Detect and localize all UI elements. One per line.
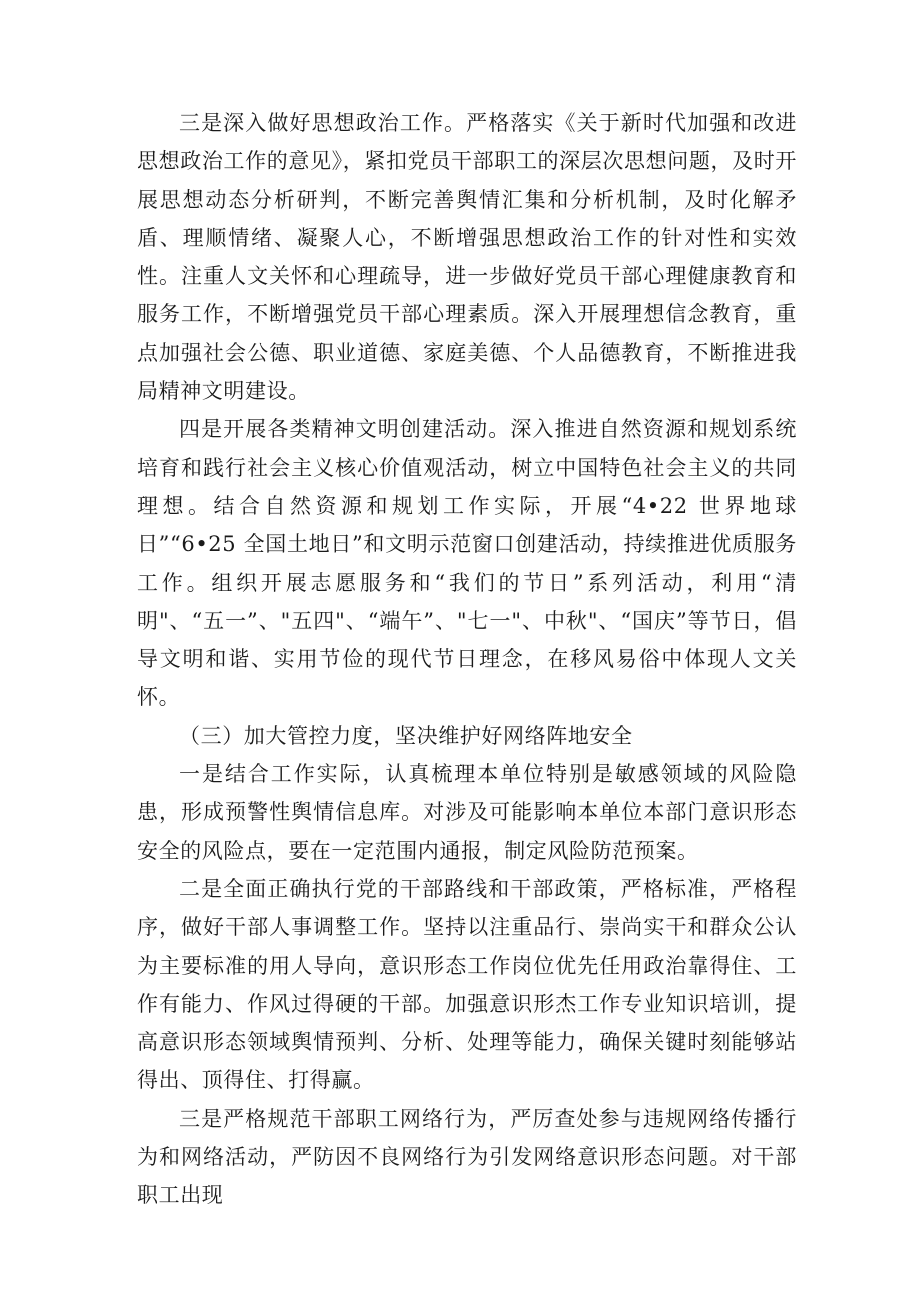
paragraph-cadre-policy: 二是全面正确执行党的干部路线和干部政策，严格标准，严格程序，做好干部人事调整工作。坚持以注重品行、崇尚实干和群众公认为主要标准的用人导向，意识形态工作岗位优先任用政治靠得住、工作有能力、作风过得硬的干部。加强意识形杰工作专业知识培训，提高意识形态领域舆情预判、分析、处理等能力，确保关键时刻能够站得出、顶得住、打得赢。 — [137, 876, 797, 1093]
paragraph-ideological-work: 三是深入做好思想政治工作。严格落实《关于新时代加强和改进思想政治工作的意见》，紧扣党员干部职工的深层次思想问题，及时开展思想动态分析研判，不断完善舆情汇集和分析机制，及时化解矛盾、理顺情绪、凝聚人心，不断增强思想政治工作的针对性和实效性。注重人文关怀和心理疏导，进一步做好党员干部心理健康教育和服务工作，不断增强党员干部心理素质。深入开展理想信念教育，重点加强社会公德、职业道德、家庭美德、个人品德教育，不断推进我局精神文明建设。 — [137, 111, 797, 404]
section-heading-network-security: （三）加大管控力度，坚决维护好网络阵地安全 — [179, 723, 633, 748]
document-body — [137, 104, 797, 1215]
paragraph-network-behavior: 三是严格规范干部职工网络行为，严厉查处参与违规网络传播行为和网络活动，严防因不良网络行为引发网络意识形态问题。对干部职工出现 — [137, 1106, 797, 1208]
paragraph-civilization-activities: 四是开展各类精神文明创建活动。深入推进自然资源和规划系统培育和践行社会主义核心价值观活动，树立中国特色社会主义的共同理想。结合自然资源和规划工作实际，开展“4•22 世界地球日”“6•25 全国土地日”和文明示范窗口创建活动，持续推进优质服务工作。组织开展志愿服务和“我们的节日”系列活动，利用“清明"、“五一”、"五四"、“端午”、"七一"、中秋"、“国庆”等节日，倡导文明和谐、实用节俭的现代节日理念，在移风易俗中体现人文关怀。 — [137, 417, 797, 710]
paragraph-risk-review: 一是结合工作实际，认真梳理本单位特别是敏感领域的风险隐患，形成预警性舆情信息库。对涉及可能影响本单位本部门意识形态安全的风险点，要在一定范围内通报，制定风险防范预案。 — [137, 762, 797, 863]
